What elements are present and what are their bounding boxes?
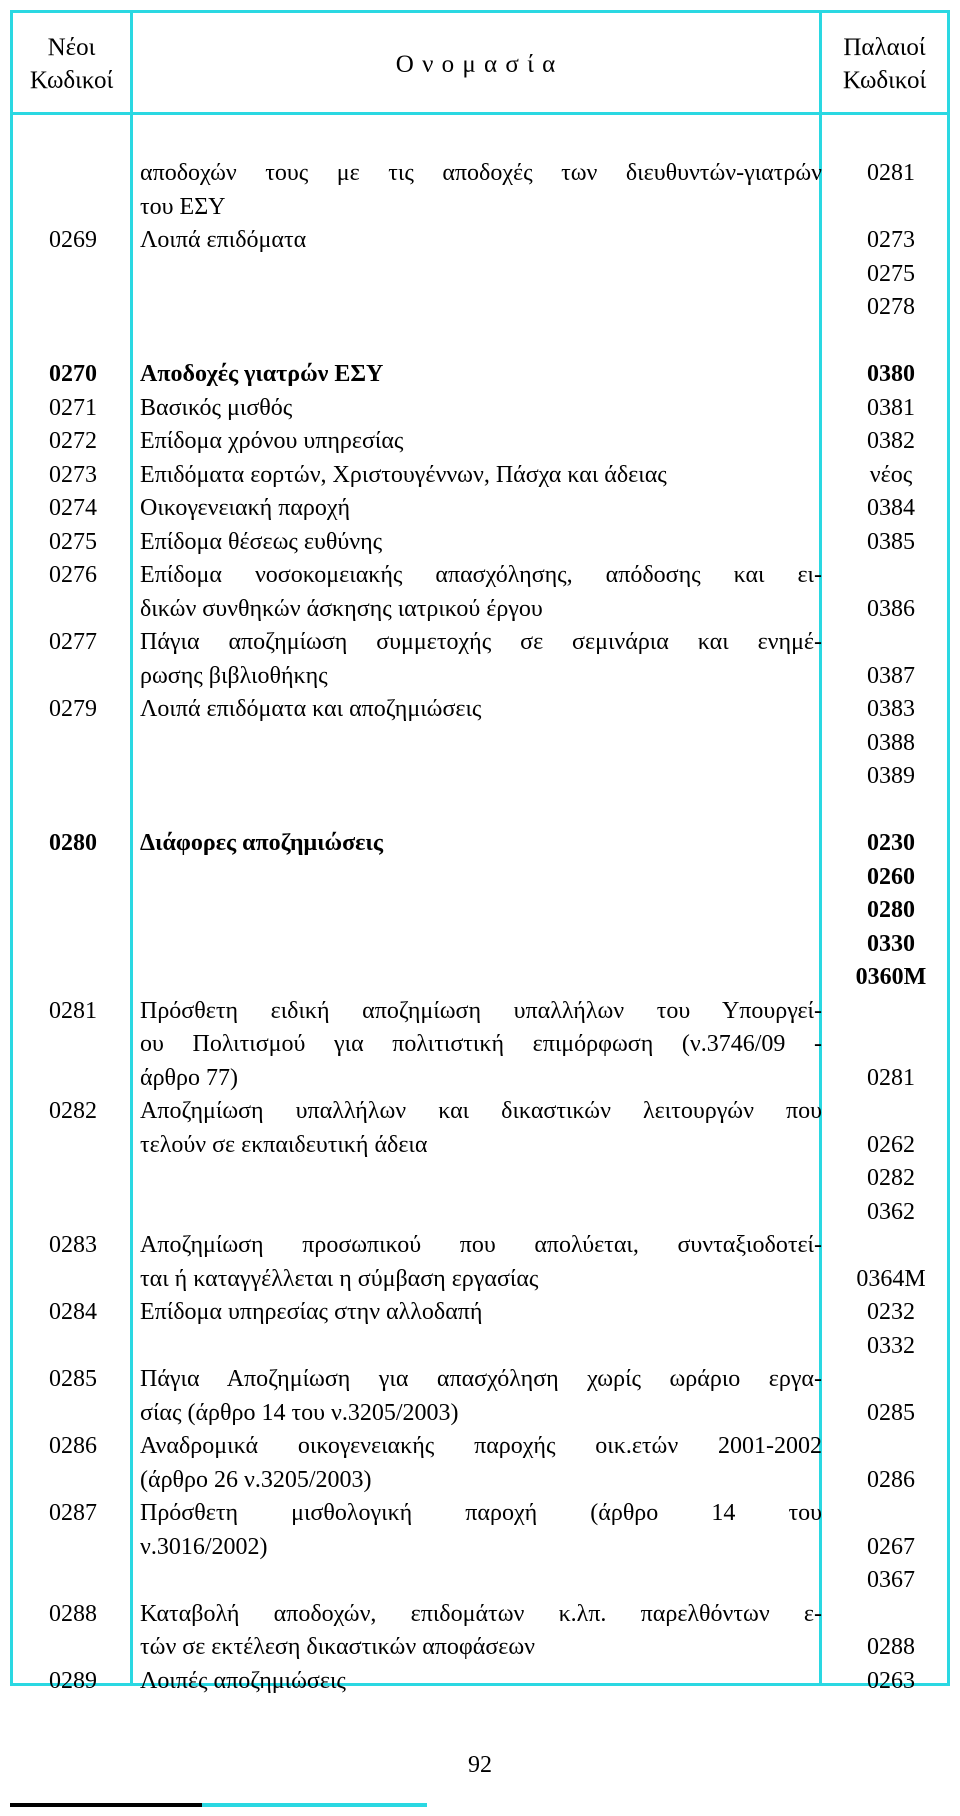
name-line: Πρόσθετη ειδική αποζημίωση υπαλλήλων του Υπουργεί- xyxy=(140,997,822,1024)
table-body xyxy=(13,157,947,1698)
new-code: 0273 xyxy=(49,461,97,488)
old-code: 0381 xyxy=(867,394,915,421)
header-old-codes: Παλαιοί Κωδικοί xyxy=(842,34,927,94)
old-codes xyxy=(835,1263,947,1297)
new-code: 0277 xyxy=(49,629,97,655)
old-code: 0260 xyxy=(867,863,915,890)
new-code: 0287 xyxy=(49,1500,97,1526)
old-code: 0385 xyxy=(867,528,915,555)
name-line: Βασικός μισθός xyxy=(140,394,293,421)
old-code: 0380 xyxy=(867,361,915,387)
table-row xyxy=(13,1430,947,1497)
header-name: Ο ν ο μ α σ ί α xyxy=(395,50,557,78)
old-codes xyxy=(835,660,947,694)
old-code: 0273 xyxy=(867,227,915,253)
old-codes xyxy=(835,1631,947,1665)
name-line: Επίδομα χρόνου υπηρεσίας xyxy=(140,428,404,454)
new-code: 0280 xyxy=(49,830,97,856)
old-code: 0230 xyxy=(867,830,915,856)
item-name xyxy=(140,392,822,426)
name-line: σίας (άρθρο 14 του ν.3205/2003) xyxy=(140,1399,459,1426)
item-name xyxy=(140,827,822,995)
old-codes xyxy=(835,1129,947,1230)
name-line: Λοιπές αποζημιώσεις xyxy=(140,1667,346,1694)
name-line: Επίδομα υπηρεσίας στην αλλοδαπή xyxy=(140,1299,483,1325)
name-line: ται ή καταγγέλλεται η σύμβαση εργασίας xyxy=(140,1265,539,1292)
new-code: 0289 xyxy=(49,1667,97,1694)
old-code: 0389 xyxy=(867,763,915,789)
new-code: 0269 xyxy=(49,227,97,253)
row-spacer xyxy=(13,794,947,828)
name-line: Πάγια Αποζημίωση για απασχόληση χωρίς ωράριο εργα- xyxy=(140,1366,822,1392)
old-code xyxy=(835,191,947,225)
table-row xyxy=(13,425,947,459)
table-row xyxy=(13,358,947,392)
new-code: 0270 xyxy=(49,361,97,387)
old-codes xyxy=(835,593,947,627)
table-row xyxy=(13,459,947,493)
table-row xyxy=(13,157,947,224)
name-line: Αποζημίωση υπαλλήλων και δικαστικών λειτουργών που xyxy=(140,1098,822,1124)
old-code: 0282 xyxy=(867,1165,915,1191)
footer-rule-blue xyxy=(202,1803,427,1807)
name-line xyxy=(140,1330,822,1364)
old-codes xyxy=(835,224,947,325)
old-code: 0384 xyxy=(867,495,915,521)
table-row xyxy=(13,1229,947,1296)
table-row xyxy=(13,492,947,526)
new-code: 0288 xyxy=(49,1600,97,1627)
table-row xyxy=(13,1095,947,1229)
old-codes xyxy=(835,827,947,995)
new-code: 0284 xyxy=(49,1299,97,1325)
old-codes xyxy=(835,492,947,526)
item-name xyxy=(140,693,822,794)
new-code: 0283 xyxy=(49,1232,97,1258)
item-name xyxy=(140,1229,822,1296)
name-line: Διάφορες αποζημιώσεις xyxy=(140,830,383,856)
old-code: 0288 xyxy=(867,1634,915,1660)
old-code: 0362 xyxy=(867,1198,915,1225)
table-row xyxy=(13,559,947,626)
name-line xyxy=(140,894,822,928)
table-row xyxy=(13,392,947,426)
item-name xyxy=(140,1430,822,1497)
item-name xyxy=(140,459,822,493)
item-name xyxy=(140,1296,822,1363)
item-name xyxy=(140,1095,822,1229)
name-line: του ΕΣΥ xyxy=(140,193,226,220)
old-code: 0383 xyxy=(867,696,915,722)
codes-table xyxy=(10,10,950,1694)
item-name xyxy=(140,626,822,693)
new-code: 0286 xyxy=(49,1433,97,1459)
old-codes xyxy=(835,425,947,459)
old-code: 0367 xyxy=(867,1567,915,1593)
name-line: Αποδοχές γιατρών ΕΣΥ xyxy=(140,361,384,387)
new-code: 0276 xyxy=(49,562,97,588)
old-code: 0388 xyxy=(867,729,915,756)
name-line: ου Πολιτισμού για πολιτιστική επιμόρφωση (ν.3746/09 - xyxy=(140,1031,822,1057)
old-codes xyxy=(835,693,947,794)
old-codes xyxy=(835,1296,947,1363)
item-name xyxy=(140,157,822,224)
name-line xyxy=(140,1196,822,1230)
old-codes xyxy=(835,1665,947,1699)
item-name xyxy=(140,425,822,459)
item-name xyxy=(140,224,822,325)
name-line: αποδοχών τους με τις αποδοχές των διευθυντών-γιατρών xyxy=(140,160,822,186)
old-codes xyxy=(835,459,947,493)
old-codes xyxy=(835,1397,947,1431)
page-number: 92 xyxy=(468,1752,492,1778)
table-row xyxy=(13,526,947,560)
table-row xyxy=(13,224,947,325)
name-line: (άρθρο 26 ν.3205/2003) xyxy=(140,1466,372,1493)
old-codes xyxy=(835,358,947,392)
table-row xyxy=(13,995,947,1096)
old-codes xyxy=(835,1464,947,1498)
item-name xyxy=(140,358,822,392)
old-codes xyxy=(835,392,947,426)
name-line: Επίδομα θέσεως ευθύνης xyxy=(140,528,383,555)
old-code: 0262 xyxy=(867,1131,915,1158)
table-row xyxy=(13,1665,947,1699)
name-line: Λοιπά επιδόματα xyxy=(140,227,307,253)
new-code: 0271 xyxy=(49,394,97,421)
old-code: 0360Μ xyxy=(855,964,927,990)
item-name xyxy=(140,1497,822,1598)
name-line: ρωσης βιβλιοθήκης xyxy=(140,662,328,689)
name-line xyxy=(140,760,822,794)
row-spacer xyxy=(13,325,947,359)
old-code: 0267 xyxy=(867,1533,915,1560)
new-code: 0272 xyxy=(49,428,97,454)
name-line: Αναδρομικά οικογενειακής παροχής οικ.ετών 2001-2002 xyxy=(140,1433,822,1459)
name-line: τελούν σε εκπαιδευτική άδεια xyxy=(140,1131,428,1158)
old-code: 0275 xyxy=(867,260,915,287)
name-line xyxy=(140,928,822,962)
name-line: Αποζημίωση προσωπικού που απολύεται, συνταξιοδοτεί- xyxy=(140,1232,822,1258)
name-line: Πάγια αποζημίωση συμμετοχής σε σεμινάρια και ενημέ- xyxy=(140,629,822,655)
old-code: 0332 xyxy=(867,1332,915,1359)
name-line: Πρόσθετη μισθολογική παροχή (άρθρο 14 του xyxy=(140,1500,822,1526)
new-code: 0282 xyxy=(49,1098,97,1124)
name-line xyxy=(140,727,822,761)
item-name xyxy=(140,1598,822,1665)
old-code: 0330 xyxy=(867,930,915,957)
old-code: 0278 xyxy=(867,294,915,320)
table-row xyxy=(13,1497,947,1598)
table-row xyxy=(13,1598,947,1665)
name-line: Επίδομα νοσοκομειακής απασχόλησης, απόδοσης και ει- xyxy=(140,562,822,588)
name-line: Οικογενειακή παροχή xyxy=(140,495,351,521)
new-code: 0275 xyxy=(49,528,97,555)
table-row xyxy=(13,693,947,794)
old-code: 0387 xyxy=(867,662,915,689)
old-code: 0382 xyxy=(867,428,915,454)
item-name xyxy=(140,1363,822,1430)
name-line xyxy=(140,861,822,895)
old-codes xyxy=(835,157,947,224)
name-line: Επιδόματα εορτών, Χριστουγέννων, Πάσχα και άδειας xyxy=(140,461,667,488)
old-code: 0232 xyxy=(867,1299,915,1325)
name-line: δικών συνθηκών άσκησης ιατρικού έργου xyxy=(140,595,543,622)
name-line xyxy=(140,1564,822,1598)
item-name xyxy=(140,526,822,560)
name-line xyxy=(140,961,822,995)
old-code: νέος xyxy=(869,461,913,488)
name-line: ν.3016/2002) xyxy=(140,1533,268,1560)
name-line: Καταβολή αποδοχών, επιδομάτων κ.λπ. παρελθόντων ε- xyxy=(140,1600,822,1627)
item-name xyxy=(140,1665,822,1699)
old-codes xyxy=(835,1531,947,1598)
new-code: 0285 xyxy=(49,1366,97,1392)
old-codes xyxy=(835,526,947,560)
name-line xyxy=(140,1162,822,1196)
item-name xyxy=(140,559,822,626)
name-line: άρθρο 77) xyxy=(140,1064,239,1091)
old-code: 0285 xyxy=(867,1399,915,1426)
name-line: Λοιπά επιδόματα και αποζημιώσεις xyxy=(140,696,482,722)
old-codes xyxy=(835,1062,947,1096)
old-code: 0386 xyxy=(867,595,915,622)
item-name xyxy=(140,492,822,526)
new-code: 0281 xyxy=(49,997,97,1024)
old-code: 0281 xyxy=(867,1064,915,1091)
item-name xyxy=(140,995,822,1096)
name-line xyxy=(140,291,822,325)
new-code: 0279 xyxy=(49,696,97,722)
old-code: 0286 xyxy=(867,1466,915,1493)
table-row xyxy=(13,827,947,995)
old-code: 0281 xyxy=(867,160,915,186)
old-code: 0263 xyxy=(867,1667,915,1694)
footer-rule-black xyxy=(10,1803,202,1807)
table-row xyxy=(13,1363,947,1430)
table-row xyxy=(13,1296,947,1363)
name-line: τών σε εκτέλεση δικαστικών αποφάσεων xyxy=(140,1634,535,1660)
old-code: 0364Μ xyxy=(856,1265,926,1292)
old-code: 0280 xyxy=(867,897,915,923)
new-code: 0274 xyxy=(49,495,97,521)
header-new-codes: Νέοι Κωδικοί xyxy=(29,34,114,94)
table-row xyxy=(13,626,947,693)
name-line xyxy=(140,258,822,292)
